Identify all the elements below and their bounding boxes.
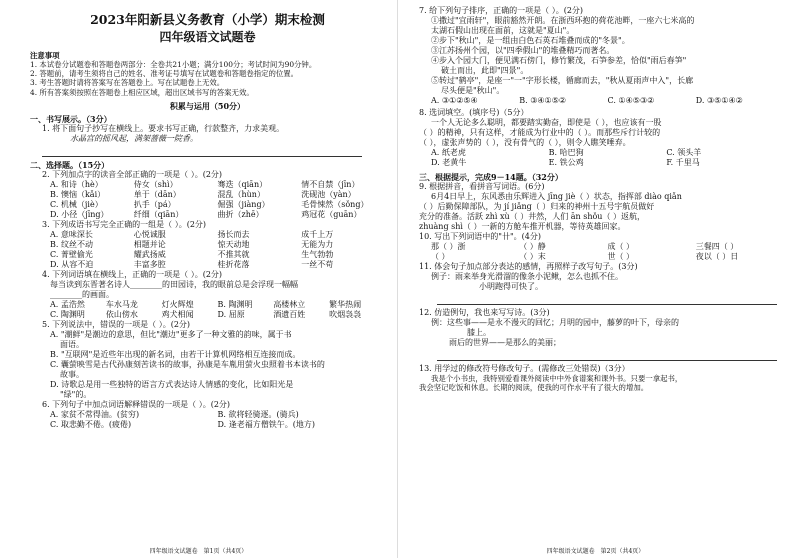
q5-option-c[interactable]: C. 囊萤映雪是古代孙康刻苦读书的故事，孙康是车胤用萤火虫照着书本读书的	[50, 359, 325, 369]
q2-opt: C. 机械（jiè）	[50, 199, 103, 209]
q9-stem: 9. 根据拼音，看拼音写词语。(6分)	[419, 182, 545, 191]
q12-example-2: 膝上。	[467, 328, 491, 337]
q4-opt: C. 陶渊明	[50, 309, 85, 319]
q13-stem: 13. 用学过的修改符号修改句子。(需修改三处错误)（3分）	[419, 364, 630, 373]
q7-item-2: ②步下"秋山"，是一组由白色石英石堆叠而成的"冬景"。	[431, 36, 630, 45]
q3-opt: D. 从容不迫	[50, 259, 94, 269]
q1-text: 1. 将下面句子抄写在横线上。要求书写正确，行款整齐，力求美观。	[42, 123, 285, 133]
q8-opt: E. 铁公鸡	[548, 158, 584, 167]
q4-opt: 吹烟袅袅	[329, 309, 362, 319]
q2-opt: D. 小径（jīng）	[50, 209, 109, 219]
q3-opt: 扬长而去	[217, 229, 250, 239]
q6-opt: D. 逢老福方僧铁午。(地方)	[217, 419, 315, 429]
q5-option-b[interactable]: B. "互联网"是近些年出现的新名词，由若干计算机网络相互连接而成。	[50, 349, 301, 359]
q13-line-1: 我是个小书虫，我特别爱看课外阅读中中外食谱案和课外书。只要一拿起书，	[431, 374, 683, 383]
q2-opt: 鸡冠花（guān）	[301, 209, 362, 219]
q12-stem: 12. 仿造例句，我也来写写诗。(3分)	[419, 308, 550, 317]
q3-opt: 耀武扬威	[133, 249, 166, 259]
q4-opt: 依山傍水	[105, 309, 138, 319]
q10-cell: 世（ ）	[607, 252, 635, 261]
q12-example-1: 例：这些事——是永不漫灭的回忆；月明的园中，藤萝的叶下，母亲的	[431, 318, 679, 327]
q13-line-2: 我会坚记吃饭和休息。长期的阅读，使我的可作水平有了很大的增加。	[419, 383, 649, 393]
q2-opt: 曲折（zhē）	[217, 209, 264, 219]
q7-opt: B. ③④①⑤②	[519, 96, 567, 105]
q5-option-d[interactable]: D. 诗歌总是用一些独特的语言方式表达诗人情感的变化，比如阳光是	[50, 379, 294, 389]
q7-item-5-cont: 尽头便是"秋山"。	[441, 86, 505, 95]
q2-opt: 毛骨悚然（sǒng）	[301, 199, 369, 209]
q2-options-d[interactable]	[30, 210, 385, 220]
q3-stem: 3. 下列成语书写完全正确的一组是（ ）。(2分)	[42, 219, 207, 229]
q6-opt: C. 取悲勤不倦。(疲倦)	[50, 419, 132, 429]
q4-opt: 灯火辉煌	[161, 299, 194, 309]
q1-heading: 一、书写展示。（3分）	[30, 113, 112, 124]
q3-opt: 相题并论	[133, 239, 166, 249]
q7-item-5: ⑤转过"鹤亭"，是座一"一"字形长楼，循廊而去，"秋从夏雨声中入"，长廊	[431, 76, 694, 85]
q4-opt: D. 屈原	[217, 309, 245, 319]
q3-options-a[interactable]	[30, 230, 385, 240]
q2-opt: 骞迭（qiān）	[217, 179, 268, 189]
section3-heading: 三、根据提示，完成9－14题。（32分）	[419, 172, 563, 182]
q7-item-4: ④步入个园大门，便见满石傍门，修竹繁茂，石笋参差，恰似"雨后春笋"	[431, 56, 687, 65]
q8-opt: F. 千里马	[666, 158, 700, 167]
q10-cell: 那（ ）浙	[431, 242, 466, 251]
q2-options-c[interactable]	[30, 200, 385, 210]
q2-options-a[interactable]	[30, 180, 385, 190]
q3-opt: 生气勃勃	[301, 249, 334, 259]
q9-line-4: zhuàng shì（ ）一新的方舱车推开机器，等待英雄回家。	[419, 222, 626, 231]
q2-stem: 2. 下列加点字的读音全部正确的一项是（ ）。(2分)	[42, 169, 223, 179]
q10-cell: 三餐四（ ）	[695, 242, 739, 251]
q2-opt: 单于（dān）	[133, 189, 181, 199]
q10-cell: 夜以（ ）日	[695, 252, 739, 261]
q2-opt: A. 和诗（hè）	[50, 179, 103, 189]
q8-opt: A. 纸老虎	[431, 148, 466, 157]
q2-opt: 侍女（shì）	[133, 179, 178, 189]
q8-line-2: （ ）的精神，只有这样，才能成为行业中的（ ）。而那些斥行计较的	[419, 128, 661, 137]
q4-opt: A. 孟浩然	[50, 299, 85, 309]
q6-opt: A. 家贫不常得油。(贫穷)	[50, 409, 140, 419]
q7-opt: D. ③⑤①④②	[695, 96, 743, 105]
q3-opt: 惊天动地	[217, 239, 250, 249]
right-page	[397, 0, 794, 558]
q8-line-1: 一个人无论多么聪明，都要踏实勤奋，即使是（ ），也应该有一股	[431, 118, 662, 127]
q4-options-cd[interactable]	[30, 310, 385, 320]
q3-opt: C. 菁壁偷光	[50, 249, 93, 259]
q10-row-1[interactable]	[419, 242, 784, 252]
q12-sentence[interactable]: 雨后的世界——是那么的美丽；	[449, 338, 561, 347]
q2-opt: 纤细（qiān）	[133, 209, 184, 219]
exam-subtitle: 四年级语文试题卷	[159, 29, 256, 44]
q7-item-4-cont: 破土而出，此即"四景"。	[441, 66, 529, 75]
notice-1: 1. 本试卷分试题卷和答题卷两部分：全卷共21小题；满分100分；考试时间为90分钟。	[30, 59, 317, 69]
q4-options-ab[interactable]	[30, 300, 385, 310]
page-footer: 四年级语文试题卷 第1页（共4页）	[149, 547, 248, 555]
q8-opt: C. 领头羊	[666, 148, 702, 157]
q11-stem: 11. 体会句子加点部分表达的感情，再照样子改写句子。(3分)	[419, 262, 638, 271]
q4-line1: 每当读到东晋著名诗人________的田园诗，我的眼前总是会浮现一幅幅	[50, 279, 298, 289]
q6-stem: 6. 下列句子中加点词语解释错误的一项是（ ）。(2分)	[42, 399, 231, 409]
q2-opt: 情不自禁（jīn）	[301, 179, 360, 189]
q7-item-1-cont: 太湖石假山出现在面前，这就是"夏山"。	[431, 26, 575, 35]
q2-heading: 二、选择题。（15分）	[30, 159, 110, 170]
q6-options-cd[interactable]	[30, 420, 385, 430]
q10-cell: 成（ ）	[607, 242, 635, 251]
page-footer: 四年级语文试题卷 第2页（共4页）	[546, 547, 645, 555]
q2-opt: 扒手（pá）	[133, 199, 176, 209]
q3-options-d[interactable]	[30, 260, 385, 270]
q4-opt: 鸡犬相闻	[161, 309, 194, 319]
q3-opt: A. 意味深长	[50, 229, 93, 239]
q10-stem: 10. 写出下列词语中的"卄"。(4分)	[419, 232, 541, 241]
q3-opt: 心悦诚服	[133, 229, 166, 239]
q5-option-a[interactable]: A. "潮鲜"是潮边的意思，但比"潮边"更多了一种文雅的韵味，属于书	[50, 329, 292, 339]
q2-options-b[interactable]	[30, 190, 385, 200]
notice-3: 3. 考生答题时请将答案写在答题卷上。写在试题卷上无效。	[30, 78, 225, 88]
q11-answer-line[interactable]	[437, 294, 777, 305]
q3-opt: 丰富多腔	[133, 259, 166, 269]
section-heading: 积累与运用（50分）	[169, 100, 246, 111]
q4-stem: 4. 下列词语填在横线上，正确的一项是（ ）。(2分)	[42, 269, 223, 279]
q4-opt: 高楼林立	[273, 299, 306, 309]
q5-option-d-cont: "绿"的。	[60, 389, 92, 399]
q8-options-2[interactable]	[419, 158, 784, 168]
q2-opt: 倔强（jiàng）	[217, 199, 270, 209]
q11-sentence: 小明跑得可快了。	[479, 282, 543, 291]
exam-title: 2023年阳新县义务教育（小学）期末检测	[90, 12, 325, 27]
q2-opt: 洗砚池（yàn）	[301, 189, 356, 199]
q10-row-2[interactable]	[419, 252, 784, 262]
q12-answer-line[interactable]	[437, 350, 777, 361]
q10-cell: （ ）静	[519, 242, 546, 251]
q3-options-c[interactable]	[30, 250, 385, 260]
q8-stem: 8. 选词填空。(填序号)（5分）	[419, 108, 529, 117]
q8-opt: D. 老黄牛	[431, 158, 467, 167]
q4-opt: B. 陶渊明	[217, 299, 253, 309]
q7-options[interactable]	[419, 96, 784, 106]
q4-opt: 繁华热闹	[329, 299, 362, 309]
q8-options-1[interactable]	[419, 148, 784, 158]
q5-stem: 5. 下列说法中，错误的一项是（ ）。(2分)	[42, 319, 191, 329]
q3-opt: B. 纹丝不动	[50, 239, 93, 249]
q7-stem: 7. 给下列句子排序，正确的一项是（ ）。(2分)	[419, 6, 584, 15]
notice-heading: 注意事项	[30, 50, 60, 60]
q2-opt: 混乱（hùn）	[217, 189, 265, 199]
q4-opt: 车水马龙	[105, 299, 138, 309]
q4-line2: ________的画面。	[50, 289, 114, 299]
q7-item-3: ③江苏扬州个园，以"四季假山"的堆叠精巧而著名。	[431, 46, 615, 55]
q9-line-3: 充分的准备。活跃 zhì xù（ ）井然，人们 ān shǒu（ ）返航，	[419, 212, 645, 221]
q8-line-3: （ ），虚张声势的（ ），没有骨气的（ ），则令人瞧笑唾弃。	[419, 138, 631, 147]
q3-opt: 一丝不苟	[301, 259, 334, 269]
q7-item-1: ①撒过"宜雨轩"，眼前豁然开朗。在浙西环抱的荷花池畔，一座六七米高的	[431, 16, 695, 25]
q4-opt: 酒遗百姓	[273, 309, 306, 319]
q10-cell: （ ）末	[519, 252, 546, 261]
q3-opt: 无能为力	[301, 239, 334, 249]
notice-2: 2. 答题前，请考生须将自己的姓名、准考证号填写在试题卷和答题卷指定的位置。	[30, 69, 299, 79]
q7-opt: A. ③①②⑤④	[431, 96, 478, 105]
q3-options-b[interactable]	[30, 240, 385, 250]
q9-line-1: 6月4日早上，东风悉由乐辉进入 jīng jiè（ ）状态，指挥部 diào qiǎn	[431, 192, 682, 201]
q5-option-a-cont: 面语。	[60, 339, 84, 349]
q6-opt: B. 欲将轻骑逐。(骑兵)	[217, 409, 299, 419]
q3-opt: 不推其就	[217, 249, 250, 259]
q3-opt: 成千上万	[301, 229, 334, 239]
q7-opt: C. ①④⑤③②	[607, 96, 655, 105]
q1-handwriting: 水晶宫的摇风起，满架蔷薇一院香。	[70, 133, 198, 143]
q2-opt: B. 懊恼（kǎi）	[50, 189, 106, 199]
q11-example: 例子：雨来举身光滑溜的像条小泥鳅，怎么也抓不住。	[431, 272, 623, 281]
q10-cell: （ ）	[431, 252, 450, 261]
q3-opt: 桂折花落	[217, 259, 250, 269]
q6-options-ab[interactable]	[30, 410, 385, 420]
q5-option-c-cont: 故事。	[60, 369, 84, 379]
q9-line-2: （ ）后勤保障部队，为 jí jiǎng（ ）归来的神州十五号宇航员做好	[419, 202, 655, 211]
q8-opt: B. 哈巴狗	[548, 148, 584, 157]
q1-answer-line[interactable]	[42, 146, 362, 157]
notice-4: 4. 所有答案须按照在答题卷上相应区域，超出区域书写的答案无效。	[30, 87, 254, 97]
